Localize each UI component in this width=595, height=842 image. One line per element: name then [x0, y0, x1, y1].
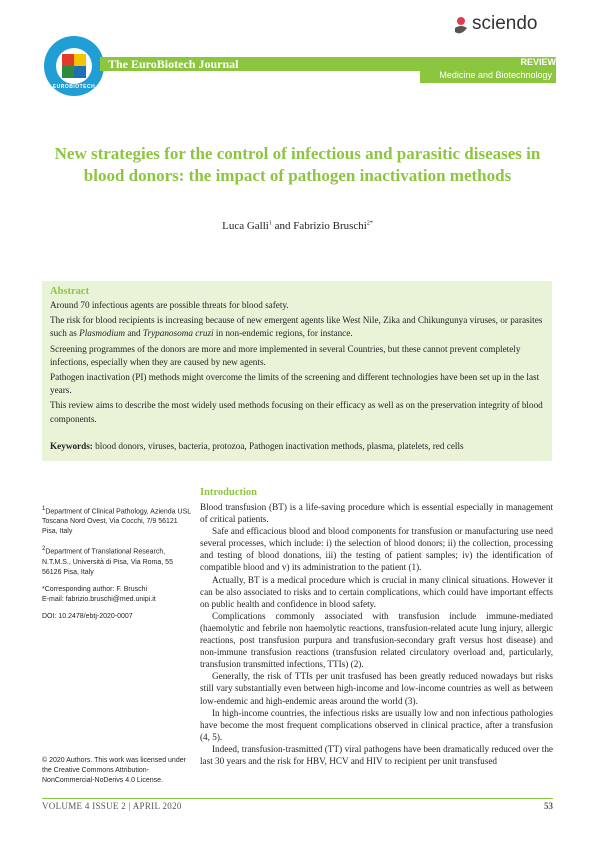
abstract-paragraph: Screening programmes of the donors are more and more implemented in several Countries, but these cannot prevent completely infections, especially when they are caused by new agents. [50, 343, 521, 367]
footer-divider [42, 798, 553, 799]
abstract-text: The risk for blood recipients is increasing because of new emergent agents like West Nile, Zika and Chikungunya viruses, or parasites such as [50, 315, 543, 339]
subject-label: Medicine and Biotechnology [439, 70, 552, 80]
abstract-body [50, 299, 550, 428]
affiliation-text: Department of Translational Research, N.T.M.S., Università di Pisa, Via Roma, 55 56126 Pisa, Italy [42, 548, 173, 576]
corresponding-author: *Corresponding author: F. Bruschi [42, 585, 148, 593]
abstract-text: in non-endemic regions, for instance. [213, 328, 353, 339]
logo-text: EUROBIOTECH [52, 84, 96, 90]
body-paragraph: Indeed, transfusion-trasmitted (TT) viral pathogens have been dramatically reduced over the last 30 years and the risk for HBV, HCV and HIV to recipient per unit transfused [200, 743, 553, 766]
abstract-heading: Abstract [50, 286, 90, 297]
publisher-name: sciendo [472, 13, 538, 34]
issue-info: VOLUME 4 ISSUE 2 | APRIL 2020 [42, 801, 182, 811]
author-name: Fabrizio Bruschi [293, 220, 367, 232]
article-type-label: REVIEW [520, 57, 556, 67]
body-paragraph: Complications commonly associated with transfusion include immune-mediated (haemolytic and febrile non haemolytic reactions, transfusion-related acute lung injury, allergic reactions, post transfusion purpura and transfusion-secondary graft versus host disease) and non-immune transfusion reactions (transfusion related circulatory overload and, particularly, transfusion transmitted infections, TTIs) (2). [200, 610, 553, 670]
body-text [200, 501, 553, 767]
doi[interactable]: DOI: 10.2478/ebtj-2020-0007 [42, 612, 133, 620]
sciendo-logo-icon [453, 16, 469, 36]
section-heading-introduction: Introduction [200, 487, 257, 498]
keywords-list: blood donors, viruses, bacteria, protozoa, Pathogen inactivation methods, plasma, platelets, red cells [92, 441, 464, 451]
logo-block-yellow [74, 54, 86, 66]
author-name: Luca Galli [222, 220, 269, 232]
article-title: New strategies for the control of infectious and parasitic diseases in blood donors: the impact of pathogen inactivation methods [54, 144, 541, 185]
keywords [50, 440, 550, 453]
body-paragraph: Safe and efficacious blood and blood components for transfusion or manufacturing use need several processes, which include: i) the selection of blood donors; ii) the collection, processing and testing of blood donations, iii) the testing of patient samples; iv) the identification of compatible blood and v) its administration to the patient (1). [200, 526, 553, 573]
affiliation-marker: 2 [42, 546, 46, 553]
keywords-label: Keywords: [50, 441, 93, 451]
logo-block-red [62, 54, 74, 66]
abstract-paragraph: This review aims to describe the most widely used methods focusing on their efficacy as well as on the preservation integrity of blood components. [50, 400, 543, 424]
body-paragraph: Actually, BT is a medical procedure which is crucial in many clinical situations. However it can be also associated to risks and to certain complications, which could have important effects on public health and confidence in blood safety. [200, 574, 553, 609]
abstract-paragraph: Pathogen inactivation (PI) methods might overcome the limits of the screening and different technologies have been set up in the last years. [50, 372, 540, 396]
author-list [40, 220, 555, 232]
affiliation-marker: 2* [366, 220, 373, 227]
affiliations [42, 504, 192, 622]
affiliation-1 [42, 504, 192, 537]
abstract-paragraph: Around 70 infectious agents are possible threats for blood safety. [50, 300, 289, 310]
affiliation-2 [42, 544, 192, 577]
abstract-italic: Trypanosoma cruzi [142, 328, 214, 339]
body-paragraph: Blood transfusion (BT) is a life-saving procedure which is essential especially in management of critical patients. [200, 502, 553, 525]
journal-title: The EuroBiotech Journal [108, 57, 239, 71]
body-paragraph: Generally, the risk of TTIs per unit trasfused has been greatly reduced nowadays but risks still vary substantially even between high-income and low-income countries as well as between low-endemic and high-endemic areas around the world (3). [200, 671, 553, 706]
page-number: 53 [544, 801, 553, 811]
body-paragraph: In high-income countries, the infectious risks are usually low and non infectious pathologies have become the most frequent complications observed in clinical practice, after a transfusion (4, 5). [200, 707, 553, 742]
abstract-paragraph [50, 314, 550, 340]
abstract-text: and [125, 328, 143, 339]
affiliation-text: Department of Clinical Pathology, Azienda USL Toscana Nord Ovest, Via Cocchi, 7/9 56121 Pisa, Italy [42, 508, 191, 536]
corresponding-email[interactable]: E-mail: fabrizio.bruschi@med.unipi.it [42, 595, 156, 603]
logo-block-green [62, 66, 74, 78]
author-separator: and [271, 220, 294, 232]
abstract-italic: Plasmodium [79, 328, 126, 339]
affiliation-marker: 1 [268, 220, 272, 227]
logo-block-blue [74, 66, 86, 78]
license-note: © 2020 Authors. This work was licensed under the Creative Commons Attribution-NonCommercial-NoDerivs 4.0 License. [42, 757, 186, 784]
affiliation-marker: 1 [42, 506, 46, 512]
